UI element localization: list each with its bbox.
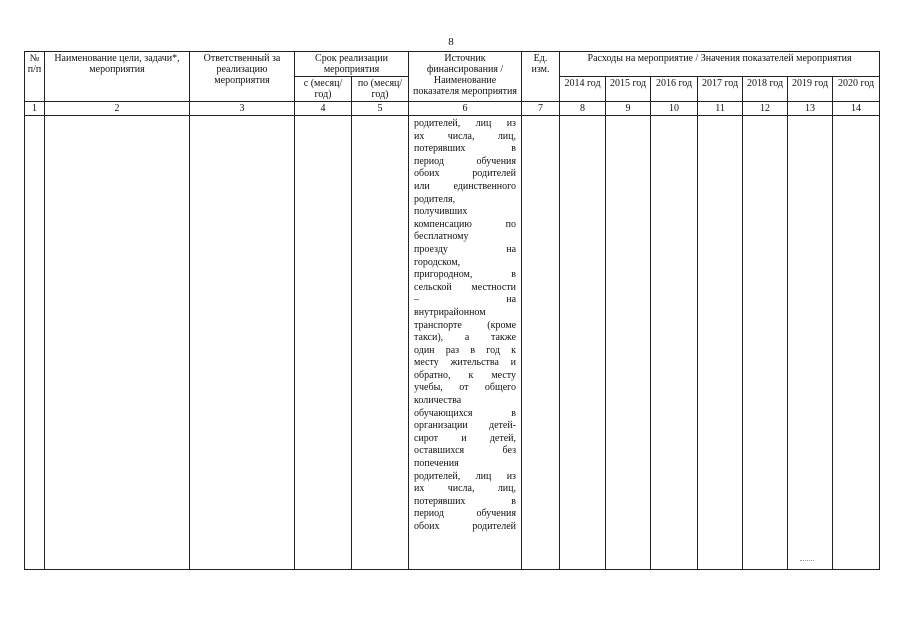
cell-2020: [833, 116, 880, 570]
column-index: 13: [788, 102, 833, 116]
source-text-line: обоих родителей: [414, 521, 517, 532]
source-text: [411, 117, 519, 534]
header-year-2017: 2017 год: [698, 77, 743, 102]
cell-responsible: [190, 116, 295, 570]
column-index-row: [25, 102, 880, 116]
header-term-to: по (месяц/ год): [352, 77, 409, 102]
cell-2016: [651, 116, 698, 570]
column-index: 7: [522, 102, 560, 116]
column-index: 11: [698, 102, 743, 116]
source-text-line: потерявших в: [414, 143, 517, 155]
header-year-2014: 2014 год: [560, 77, 606, 102]
source-text-line: организации детей-: [414, 420, 517, 432]
column-index: 5: [352, 102, 409, 116]
source-text-line: родителя,: [414, 193, 456, 205]
source-text-line: обоих родителей: [414, 168, 517, 180]
header-row-1: [25, 52, 880, 77]
source-text-line: внутрирайонном: [414, 306, 486, 318]
source-text-line: сирот и детей,: [414, 432, 517, 444]
header-term-from: с (месяц/ год): [295, 77, 352, 102]
source-text-line: учебы, от общего: [414, 382, 517, 394]
cell-2018: [743, 116, 788, 570]
header-year-2018: 2018 год: [743, 77, 788, 102]
column-index: 14: [833, 102, 880, 116]
column-index: 8: [560, 102, 606, 116]
source-text-line: их числа, лиц,: [414, 483, 517, 495]
header-year-2020: 2020 год: [833, 77, 880, 102]
column-index: 12: [743, 102, 788, 116]
column-index: 6: [409, 102, 522, 116]
table-row: [25, 116, 880, 570]
cell-term-from: [295, 116, 352, 570]
cell-2014: [560, 116, 606, 570]
source-text-line: попечения: [414, 458, 459, 470]
pencil-mark: [800, 560, 814, 564]
source-text-line: городском,: [414, 256, 461, 268]
source-text-line: обратно, к месту: [414, 369, 517, 381]
source-text-line: их числа, лиц,: [414, 130, 517, 142]
header-year-2019: 2019 год: [788, 77, 833, 102]
column-index: 10: [651, 102, 698, 116]
source-text-line: период обучения: [414, 155, 517, 167]
header-year-2016: 2016 год: [651, 77, 698, 102]
header-expenses: Расходы на мероприятие / Значения показателей мероприятия: [560, 52, 880, 77]
source-text-line: бесплатному: [414, 231, 469, 243]
cell-term-to: [352, 116, 409, 570]
header-unit: Ед. изм.: [522, 52, 560, 102]
cell-unit: [522, 116, 560, 570]
cell-name: [45, 116, 190, 570]
source-text-line: такси), а также: [414, 332, 517, 344]
header-num: № п/п: [25, 52, 45, 102]
source-text-line: обучающихся в: [414, 407, 517, 419]
source-text-line: количества: [414, 395, 462, 407]
source-text-line: сельской местности: [414, 281, 517, 293]
source-text-line: получивших: [414, 206, 468, 218]
source-text-line: проезду на: [414, 243, 517, 255]
column-index: 1: [25, 102, 45, 116]
source-text-line: потерявших в: [414, 495, 517, 507]
source-text-line: период обучения: [414, 508, 517, 520]
source-text-line: транспорте (кроме: [414, 319, 517, 331]
page-number: 8: [448, 36, 454, 48]
measures-table: [24, 51, 880, 570]
cell-source: [409, 116, 522, 570]
header-term: Срок реализации мероприятия: [295, 52, 409, 77]
source-text-line: пригородном, в: [414, 269, 517, 281]
source-text-line: родителей, лиц из: [414, 118, 517, 129]
source-text-line: один раз в год к: [414, 344, 517, 356]
source-text-line: или единственного: [414, 180, 517, 192]
column-index: 4: [295, 102, 352, 116]
header-name: Наименование цели, задачи*, мероприятия: [45, 52, 190, 102]
header-responsible: Ответственный за реализацию мероприятия: [190, 52, 295, 102]
cell-2015: [606, 116, 651, 570]
column-index: 3: [190, 102, 295, 116]
source-text-line: родителей, лиц из: [414, 470, 517, 482]
cell-2019: [788, 116, 833, 570]
header-source: Источник финансирования / Наименование показателя мероприятия: [409, 52, 522, 102]
column-index: 9: [606, 102, 651, 116]
source-text-line: – на: [414, 294, 517, 306]
cell-2017: [698, 116, 743, 570]
source-text-line: месту жительства и: [414, 357, 517, 369]
header-year-2015: 2015 год: [606, 77, 651, 102]
source-text-line: оставшихся без: [414, 445, 517, 457]
cell-num: [25, 116, 45, 570]
column-index: 2: [45, 102, 190, 116]
source-text-line: компенсацию по: [414, 218, 517, 230]
